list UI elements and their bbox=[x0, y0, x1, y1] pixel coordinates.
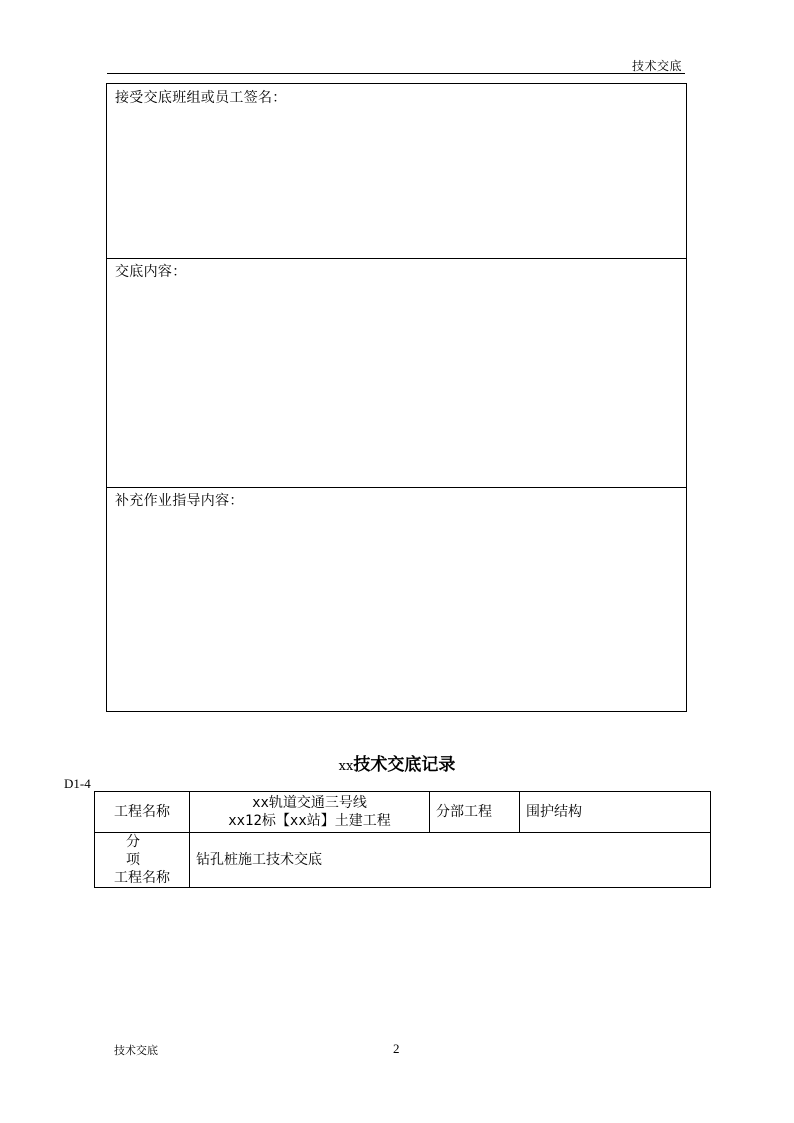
subitem-label bbox=[95, 833, 190, 888]
table-row bbox=[95, 792, 711, 833]
subitem-value: 钻孔桩施工技术交底 bbox=[190, 833, 711, 888]
division-value: 围护结构 bbox=[520, 792, 711, 833]
content-label: 交底内容： bbox=[115, 264, 187, 280]
header-rule bbox=[107, 73, 685, 74]
page-header-title: 技术交底 bbox=[631, 59, 682, 73]
doc-code: D1-4 bbox=[64, 776, 91, 791]
table-row bbox=[95, 833, 711, 888]
record-title-prefix: xx bbox=[338, 759, 354, 774]
project-name-value bbox=[190, 792, 430, 833]
signature-section bbox=[106, 83, 687, 259]
content-section bbox=[106, 258, 687, 488]
project-name-label: 工程名称 bbox=[95, 792, 190, 833]
signature-label: 接受交底班组或员工签名： bbox=[115, 90, 287, 106]
extra-guidance-section bbox=[106, 487, 687, 712]
division-label: 分部工程 bbox=[430, 792, 520, 833]
project-name-line1: xx轨道交通三号线 bbox=[252, 795, 367, 811]
page-number: 2 bbox=[393, 1041, 400, 1056]
footer-title: 技术交底 bbox=[114, 1044, 158, 1057]
subitem-label-line2: 工程名称 bbox=[114, 870, 170, 886]
project-name-line2: xx12标【xx站】土建工程 bbox=[228, 813, 391, 829]
record-title bbox=[0, 750, 794, 775]
subitem-label-line1: 分 项 bbox=[126, 834, 158, 868]
record-title-text: 技术交底记录 bbox=[353, 755, 456, 775]
extra-guidance-label: 补充作业指导内容： bbox=[115, 493, 244, 509]
record-table bbox=[94, 791, 711, 888]
